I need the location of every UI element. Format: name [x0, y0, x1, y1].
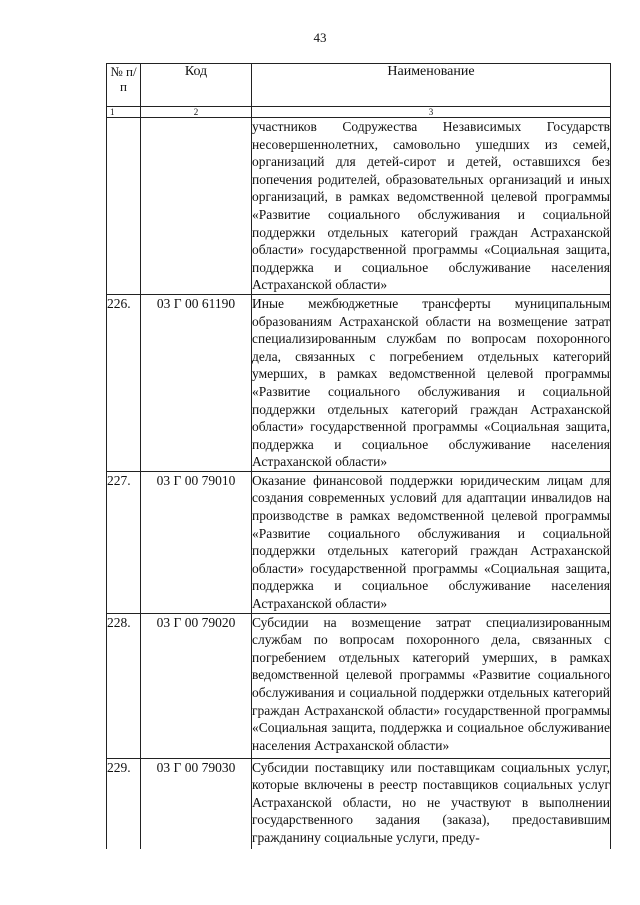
header-number: № п/п: [107, 64, 141, 107]
table-row: [107, 294, 611, 471]
column-index-3: 3: [252, 107, 611, 118]
row-name: Оказание финансовой поддержки юридическим лицам для создания современных условий для адаптации инвалидов на производстве в рамках ведомственной целевой программы «Развитие социального обслуживания и социальной поддержки отдельных категорий граждан Астраханской области» государственной программы «Социальная защита, поддержка и социальное обслуживание населения Астраханской области»: [252, 471, 611, 613]
table-row: [107, 118, 611, 295]
row-code: 03 Г 00 61190: [141, 294, 252, 471]
table-row: [107, 758, 611, 849]
page-number: 43: [313, 30, 327, 45]
row-name: Субсидии поставщику или поставщикам социальных услуг, которые включены в реестр поставщиков социальных услуг Астраханской области, но не участвуют в выполнении государственного задания (заказа), предоставившим гражданину социальные услуги, преду-: [252, 758, 611, 849]
column-index-2: 2: [141, 107, 252, 118]
budget-classification-table: [106, 63, 611, 849]
table-row: [107, 471, 611, 613]
row-name: Иные межбюджетные трансферты муниципальным образованиям Астраханской области на возмещение затрат специализированным службам по вопросам похоронного дела, связанных с погребением отдельных категорий умерших, в рамках ведомственной целевой программы «Развитие социального обслуживания и социальной поддержки отдельных категорий граждан Астраханской области» государственной программы «Социальная защита, поддержка и социальное обслуживание населения Астраханской области»: [252, 294, 611, 471]
row-name: участников Содружества Независимых Государств несовершеннолетних, самовольно ушедших из семей, организаций для детей-сирот и детей, оставшихся без попечения родителей, образовательных организаций и иных организаций, в рамках ведомственной целевой программы «Развитие социального обслуживания и социальной поддержки отдельных категорий граждан Астраханской области» государственной программы «Социальная защита, поддержка и социальное обслуживание населения Астраханской области»: [252, 118, 611, 295]
table-row: [107, 613, 611, 758]
row-number: 227.: [107, 471, 141, 613]
header-code: Код: [141, 64, 252, 107]
row-code: 03 Г 00 79030: [141, 758, 252, 849]
column-index-row: [107, 107, 611, 118]
row-number: 228.: [107, 613, 141, 758]
table-header-row: [107, 64, 611, 107]
row-number: 229.: [107, 758, 141, 849]
row-code: [141, 118, 252, 295]
row-number: 226.: [107, 294, 141, 471]
row-number: [107, 118, 141, 295]
row-code: 03 Г 00 79020: [141, 613, 252, 758]
column-index-1: 1: [107, 107, 141, 118]
row-code: 03 Г 00 79010: [141, 471, 252, 613]
header-name: Наименование: [252, 64, 611, 107]
row-name: Субсидии на возмещение затрат специализированным службам по вопросам похоронного дела, связанных с погребением отдельных категорий умерших, в рамках ведомственной целевой программы «Развитие социального обслуживания и социальной поддержки отдельных категорий граждан Астраханской области» государственной программы «Социальная защита, поддержка и социальное обслуживание населения Астраханской области»: [252, 613, 611, 758]
